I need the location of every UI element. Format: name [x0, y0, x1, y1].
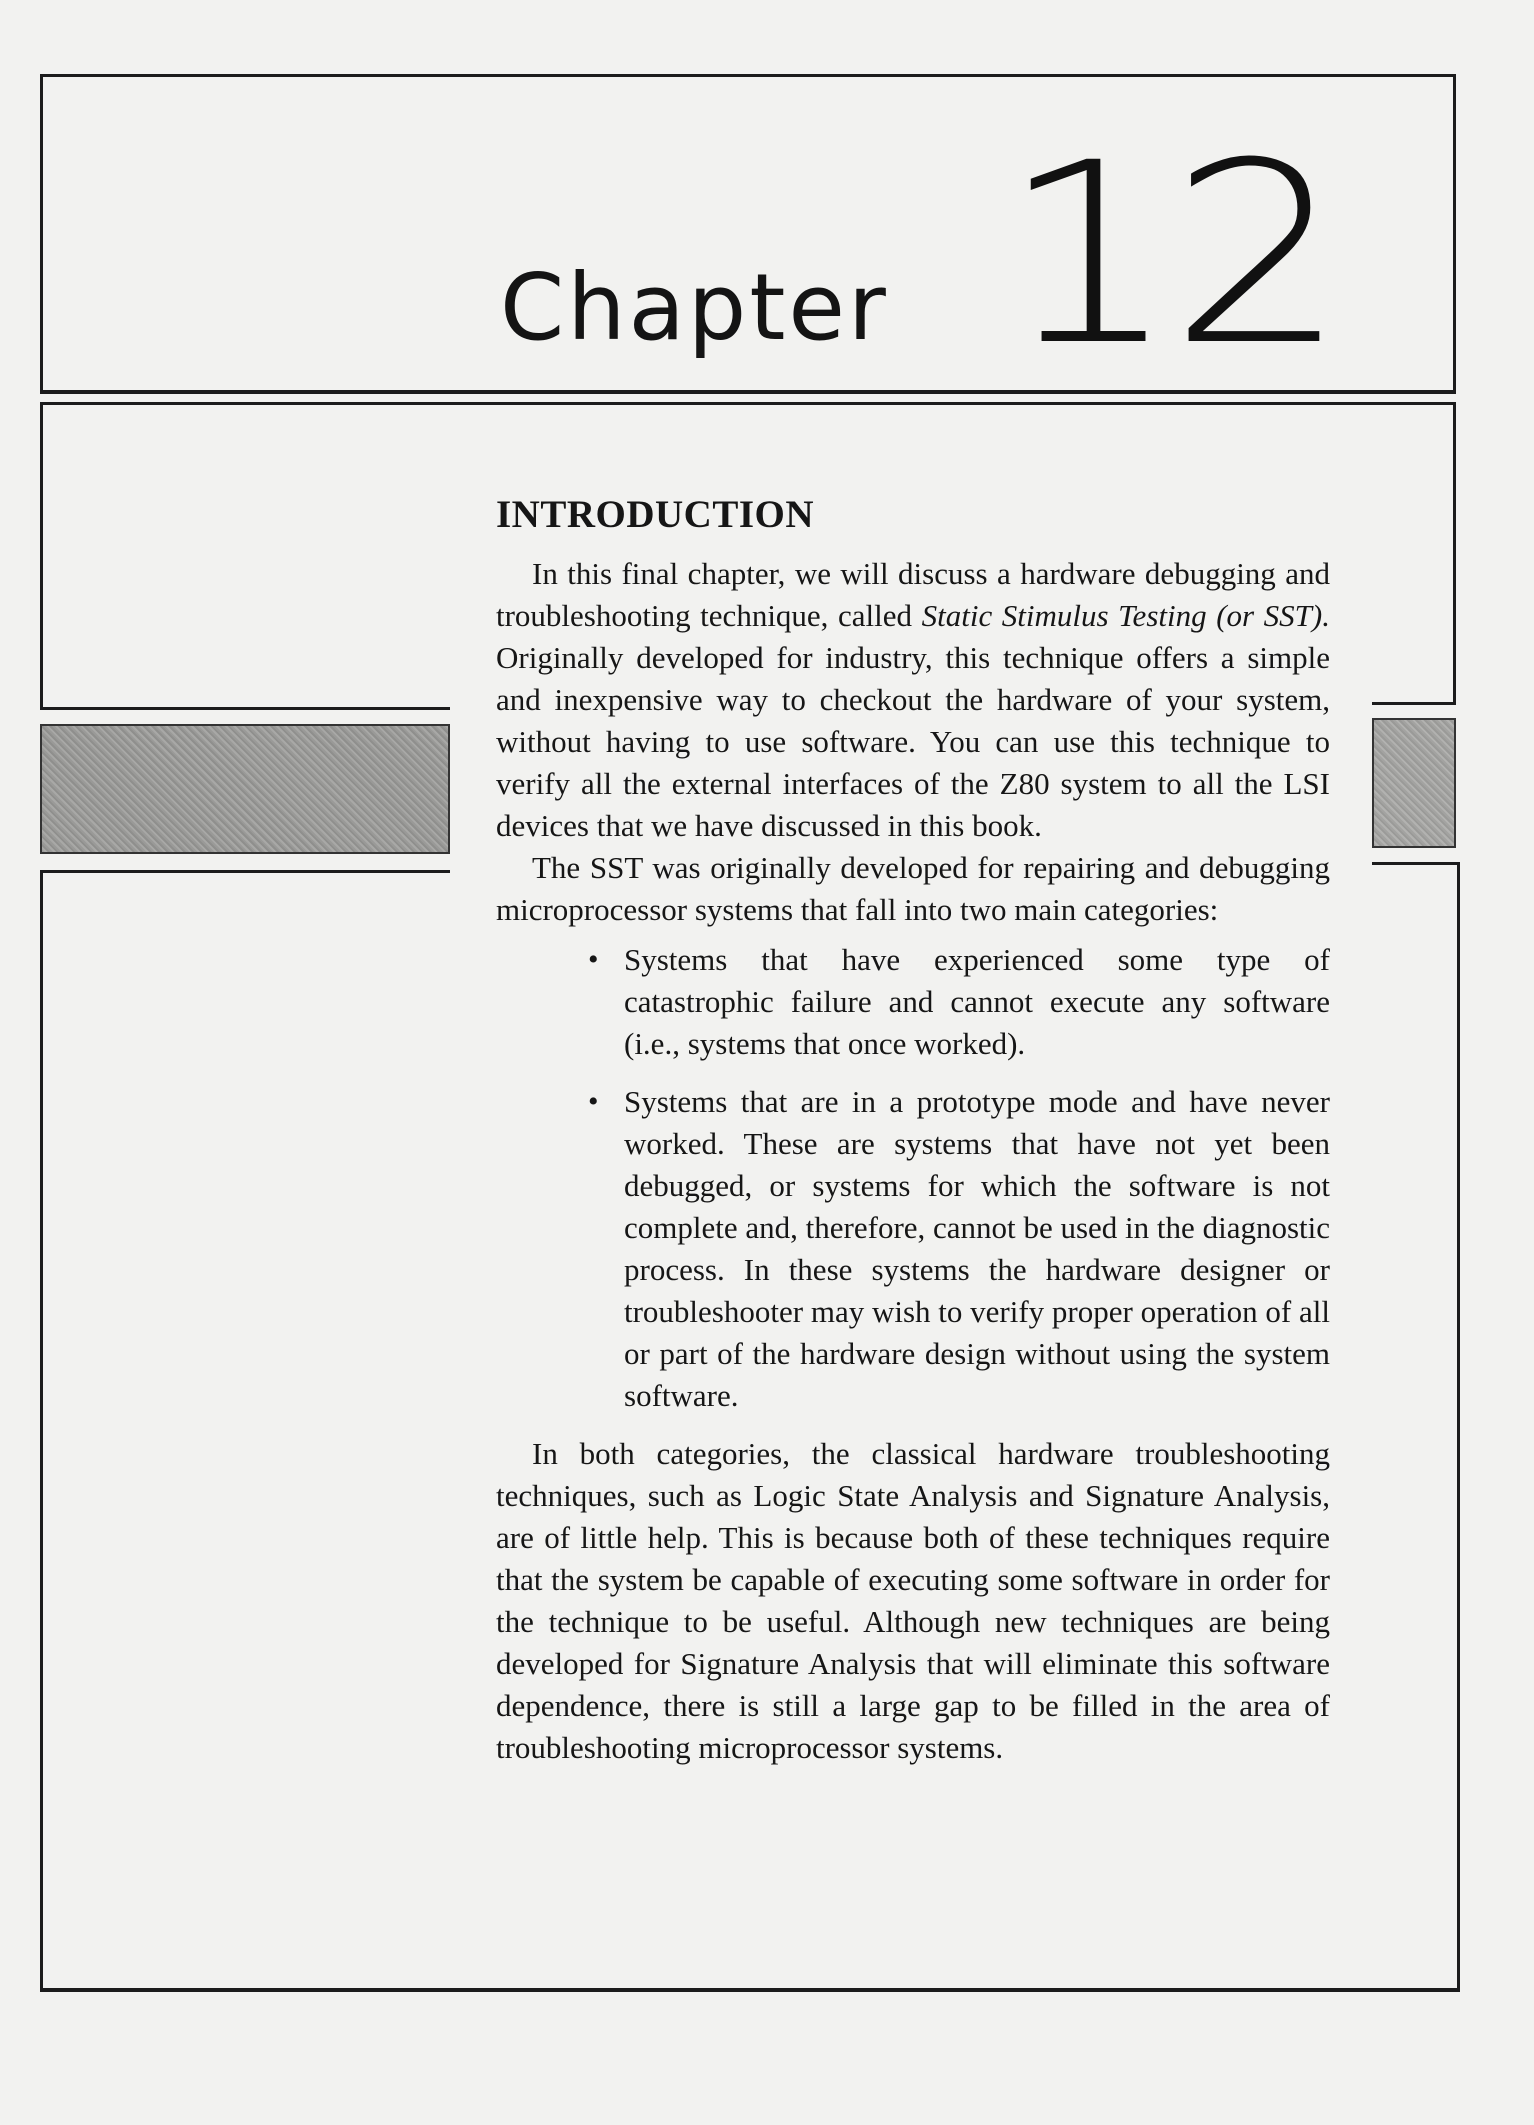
intro-paragraph-emphasis: Static Stimulus Testing (or SST).: [921, 598, 1330, 633]
list-item-text: Systems that are in a prototype mode and have never worked. These are systems that have not yet been debugged, or systems for which the software is not complete and, therefore, cannot be used in the diagnostic process. In these systems the hardware designer or troubleshooter may wish to verify proper operation of all or part of the hardware design without using the system software.: [624, 1084, 1330, 1413]
frame-line: [40, 402, 1456, 405]
category-list: [496, 939, 1330, 1417]
list-item-text: Systems that have experienced some type of catastrophic failure and cannot execute any software (i.e., systems that once worked).: [624, 942, 1330, 1061]
frame-line: [1372, 862, 1460, 865]
frame-line: [1453, 402, 1456, 704]
frame-line: [40, 1988, 1460, 1992]
chapter-number: 12: [1000, 109, 1339, 400]
bullet-icon: •: [588, 943, 599, 976]
chapter-body: [496, 492, 1330, 1769]
frame-line: [40, 707, 450, 710]
decorative-gray-band-right: [1372, 718, 1456, 848]
frame-line: [40, 404, 43, 710]
intro-paragraph: [496, 553, 1330, 847]
categories-paragraph: The SST was originally developed for repairing and debugging microprocessor systems that fall into two main categories:: [496, 850, 1330, 927]
bullet-icon: •: [588, 1085, 599, 1118]
list-item: [588, 1081, 1330, 1417]
closing-paragraph: In both categories, the classical hardware troubleshooting techniques, such as Logic State Analysis and Signature Analysis, are of little help. This is because both of these techniques require that the system be capable of executing some software in order for the technique to be useful. Although new techniques are being developed for Signature Analysis that will eliminate this software dependence, there is still a large gap to be filled in the area of troubleshooting microprocessor systems.: [496, 1436, 1330, 1765]
frame-line: [1457, 862, 1460, 1992]
chapter-label: Chapter: [500, 254, 889, 361]
decorative-gray-band-left: [40, 724, 450, 854]
intro-paragraph-text-end: Originally developed for industry, this technique offers a simple and inexpensive way to checkout the hardware of your system, without having to use software. You can use this technique to verify all the external interfaces of the Z80 system to all the LSI devices that we have discussed in this book.: [496, 640, 1330, 843]
frame-line: [1372, 702, 1456, 705]
frame-line: [40, 870, 450, 873]
section-heading: INTRODUCTION: [496, 493, 815, 536]
frame-line: [40, 870, 43, 1992]
intro-paragraph-text: In this final chapter, we will discuss a hardware debugging and troubleshooting technique, called: [496, 556, 1330, 633]
list-item: [588, 939, 1330, 1065]
